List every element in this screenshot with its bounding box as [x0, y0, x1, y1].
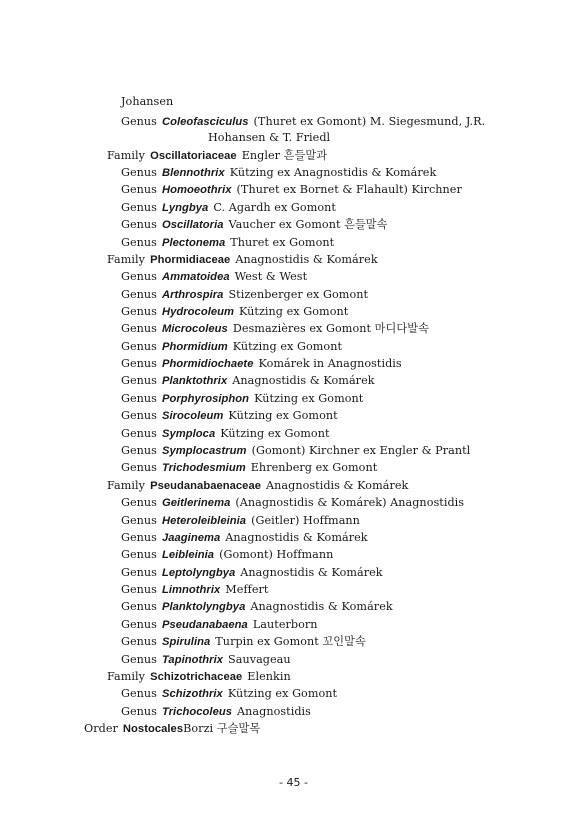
genus-name: Oscillatoria: [161, 219, 224, 231]
authority-continuation: [208, 131, 330, 145]
rank-keyword: Genus: [121, 305, 157, 318]
genus-entry: [121, 166, 436, 180]
genus-entry: [121, 444, 470, 458]
genus-name: Trichodesmium: [161, 462, 246, 474]
rank-keyword: Genus: [121, 548, 157, 561]
genus-name: Plectonema: [161, 237, 226, 249]
authority-text: Anagnostidis & Komárek: [240, 566, 383, 579]
rank-keyword: Family: [107, 253, 146, 266]
rank-keyword: Genus: [121, 357, 157, 370]
genus-entry: [121, 705, 311, 719]
genus-name: Schizothrix: [161, 688, 223, 700]
authority-text: (Gomont) Hoffmann: [219, 548, 334, 561]
authority-text: Anagnostidis & Komárek: [235, 253, 378, 266]
rank-keyword: Genus: [121, 687, 157, 700]
genus-name: Symploca: [161, 428, 216, 440]
authority-text: Lauterborn: [252, 618, 318, 631]
genus-name: Pseudanabaena: [161, 619, 248, 631]
rank-keyword: Genus: [121, 409, 157, 422]
genus-entry: [121, 236, 334, 250]
genus-name: Microcoleus: [161, 323, 228, 335]
authority-text: Sauvageau: [228, 653, 291, 666]
authority-text: Kützing ex Gomont: [220, 427, 330, 440]
rank-keyword: Genus: [121, 183, 157, 196]
genus-name: Limnothrix: [161, 584, 221, 596]
genus-name: Tapinothrix: [161, 654, 224, 666]
genus-entry: [121, 288, 368, 302]
genus-entry: [121, 270, 307, 284]
authority-text: Turpin ex Gomont 꼬인말속: [215, 635, 366, 648]
authority-continuation: [121, 95, 173, 109]
genus-entry: [121, 374, 375, 388]
authority-text: (Thuret ex Bornet & Flahault) Kirchner: [236, 183, 462, 196]
genus-entry: [121, 340, 342, 354]
genus-name: Sirocoleum: [161, 410, 224, 422]
genus-name: Hydrocoleum: [161, 306, 235, 318]
genus-entry: [121, 583, 268, 597]
authority-text: Kützing ex Gomont: [228, 409, 338, 422]
authority-text: Anagnostidis & Komárek: [225, 531, 368, 544]
genus-entry: [121, 427, 330, 441]
rank-keyword: Genus: [121, 236, 157, 249]
rank-keyword: Genus: [121, 583, 157, 596]
authority-text: Anagnostidis & Komárek: [232, 374, 375, 387]
authority-text: Engler 흔들말과: [241, 149, 328, 162]
authority-text: Anagnostidis: [237, 705, 311, 718]
genus-name: Geitlerinema: [161, 497, 231, 509]
genus-entry: [121, 201, 336, 215]
rank-keyword: Genus: [121, 461, 157, 474]
rank-keyword: Genus: [121, 340, 157, 353]
rank-keyword: Genus: [121, 115, 157, 128]
authority-text: (Thuret ex Gomont) M. Siegesmund, J.R.: [253, 115, 486, 128]
authority-text: Anagnostidis & Komárek: [250, 600, 393, 613]
authority-text: Hohansen & T. Friedl: [208, 131, 331, 144]
rank-keyword: Genus: [121, 166, 157, 179]
family-name: Phormidiaceae: [150, 254, 231, 266]
rank-keyword: Genus: [121, 270, 157, 283]
order-entry: [84, 722, 260, 736]
rank-keyword: Genus: [121, 201, 157, 214]
genus-name: Planktolyngbya: [161, 601, 246, 613]
authority-text: (Geitler) Hoffmann: [251, 514, 360, 527]
rank-keyword: Genus: [121, 218, 157, 231]
authority-text: Desmazières ex Gomont 마디다발속: [232, 322, 429, 335]
genus-entry: [121, 566, 383, 580]
genus-entry: [121, 496, 464, 510]
rank-keyword: Genus: [121, 496, 157, 509]
genus-entry: [121, 392, 363, 406]
rank-keyword: Genus: [121, 322, 157, 335]
family-name: Schizotrichaceae: [150, 671, 243, 683]
rank-keyword: Genus: [121, 600, 157, 613]
rank-keyword: Genus: [121, 444, 157, 457]
genus-entry: [121, 409, 338, 423]
authority-text: Meffert: [225, 583, 269, 596]
genus-name: Coleofasciculus: [161, 116, 249, 128]
rank-keyword: Genus: [121, 635, 157, 648]
genus-name: Planktothrix: [161, 375, 228, 387]
genus-name: Jaaginema: [161, 532, 221, 544]
genus-name: Leptolyngbya: [161, 567, 236, 579]
genus-entry: [121, 115, 485, 129]
genus-name: Heteroleibleinia: [161, 515, 247, 527]
genus-name: Ammatoidea: [161, 271, 230, 283]
rank-keyword: Family: [107, 149, 146, 162]
authority-text: Stizenberger ex Gomont: [228, 288, 369, 301]
authority-text: Johansen: [121, 95, 174, 108]
genus-name: Trichocoleus: [161, 706, 232, 718]
rank-keyword: Family: [107, 479, 146, 492]
family-name: Oscillatoriaceae: [150, 150, 237, 162]
authority-text: Anagnostidis & Komárek: [266, 479, 409, 492]
authority-text: Kützing ex Gomont: [254, 392, 364, 405]
genus-entry: [121, 635, 366, 649]
genus-name: Arthrospira: [161, 289, 224, 301]
page-number: - 45 -: [279, 776, 308, 789]
authority-text: Komárek in Anagnostidis: [258, 357, 402, 370]
genus-name: Homoeothrix: [161, 184, 232, 196]
family-entry: [107, 670, 291, 684]
genus-entry: [121, 531, 368, 545]
rank-keyword: Family: [107, 670, 146, 683]
rank-keyword: Genus: [121, 566, 157, 579]
genus-entry: [121, 687, 337, 701]
genus-entry: [121, 218, 388, 232]
genus-entry: [121, 183, 462, 197]
genus-entry: [121, 653, 291, 667]
authority-text: Elenkin: [247, 670, 291, 683]
genus-name: Phormidiochaete: [161, 358, 254, 370]
authority-text: (Gomont) Kirchner ex Engler & Prantl: [251, 444, 471, 457]
genus-name: Leibleinia: [161, 549, 215, 561]
genus-name: Symplocastrum: [161, 445, 247, 457]
genus-entry: [121, 322, 429, 336]
rank-keyword: Genus: [121, 618, 157, 631]
authority-text: Thuret ex Gomont: [230, 236, 335, 249]
rank-keyword: Genus: [121, 392, 157, 405]
genus-name: Phormidium: [161, 341, 228, 353]
authority-text: West & West: [234, 270, 308, 283]
rank-keyword: Genus: [121, 288, 157, 301]
family-entry: [107, 479, 408, 493]
genus-entry: [121, 461, 377, 475]
genus-name: Lyngbya: [161, 202, 209, 214]
rank-keyword: Genus: [121, 427, 157, 440]
genus-entry: [121, 305, 348, 319]
authority-text: C. Agardh ex Gomont: [213, 201, 336, 214]
authority-text: Vaucher ex Gomont 흔들말속: [228, 218, 388, 231]
rank-keyword: Order: [84, 722, 118, 735]
rank-keyword: Genus: [121, 374, 157, 387]
genus-entry: [121, 357, 402, 371]
authority-text: (Anagnostidis & Komárek) Anagnostidis: [235, 496, 465, 509]
authority-text: Kützing ex Gomont: [232, 340, 342, 353]
family-name: Pseudanabaenaceae: [150, 480, 261, 492]
authority-text: Kützing ex Anagnostidis & Komárek: [229, 166, 437, 179]
genus-entry: [121, 548, 333, 562]
genus-name: Blennothrix: [161, 167, 225, 179]
order-name: Nostocales: [122, 723, 184, 735]
genus-entry: [121, 514, 360, 528]
authority-text: Kützing ex Gomont: [239, 305, 349, 318]
genus-entry: [121, 600, 393, 614]
genus-entry: [121, 618, 318, 632]
authority-text: Ehrenberg ex Gomont: [250, 461, 378, 474]
authority-text: Borzi 구슬말목: [183, 722, 261, 735]
genus-name: Porphyrosiphon: [161, 393, 250, 405]
rank-keyword: Genus: [121, 653, 157, 666]
genus-name: Spirulina: [161, 636, 211, 648]
family-entry: [107, 253, 378, 267]
family-entry: [107, 149, 327, 163]
rank-keyword: Genus: [121, 531, 157, 544]
authority-text: Kützing ex Gomont: [227, 687, 338, 700]
rank-keyword: Genus: [121, 514, 157, 527]
rank-keyword: Genus: [121, 705, 157, 718]
